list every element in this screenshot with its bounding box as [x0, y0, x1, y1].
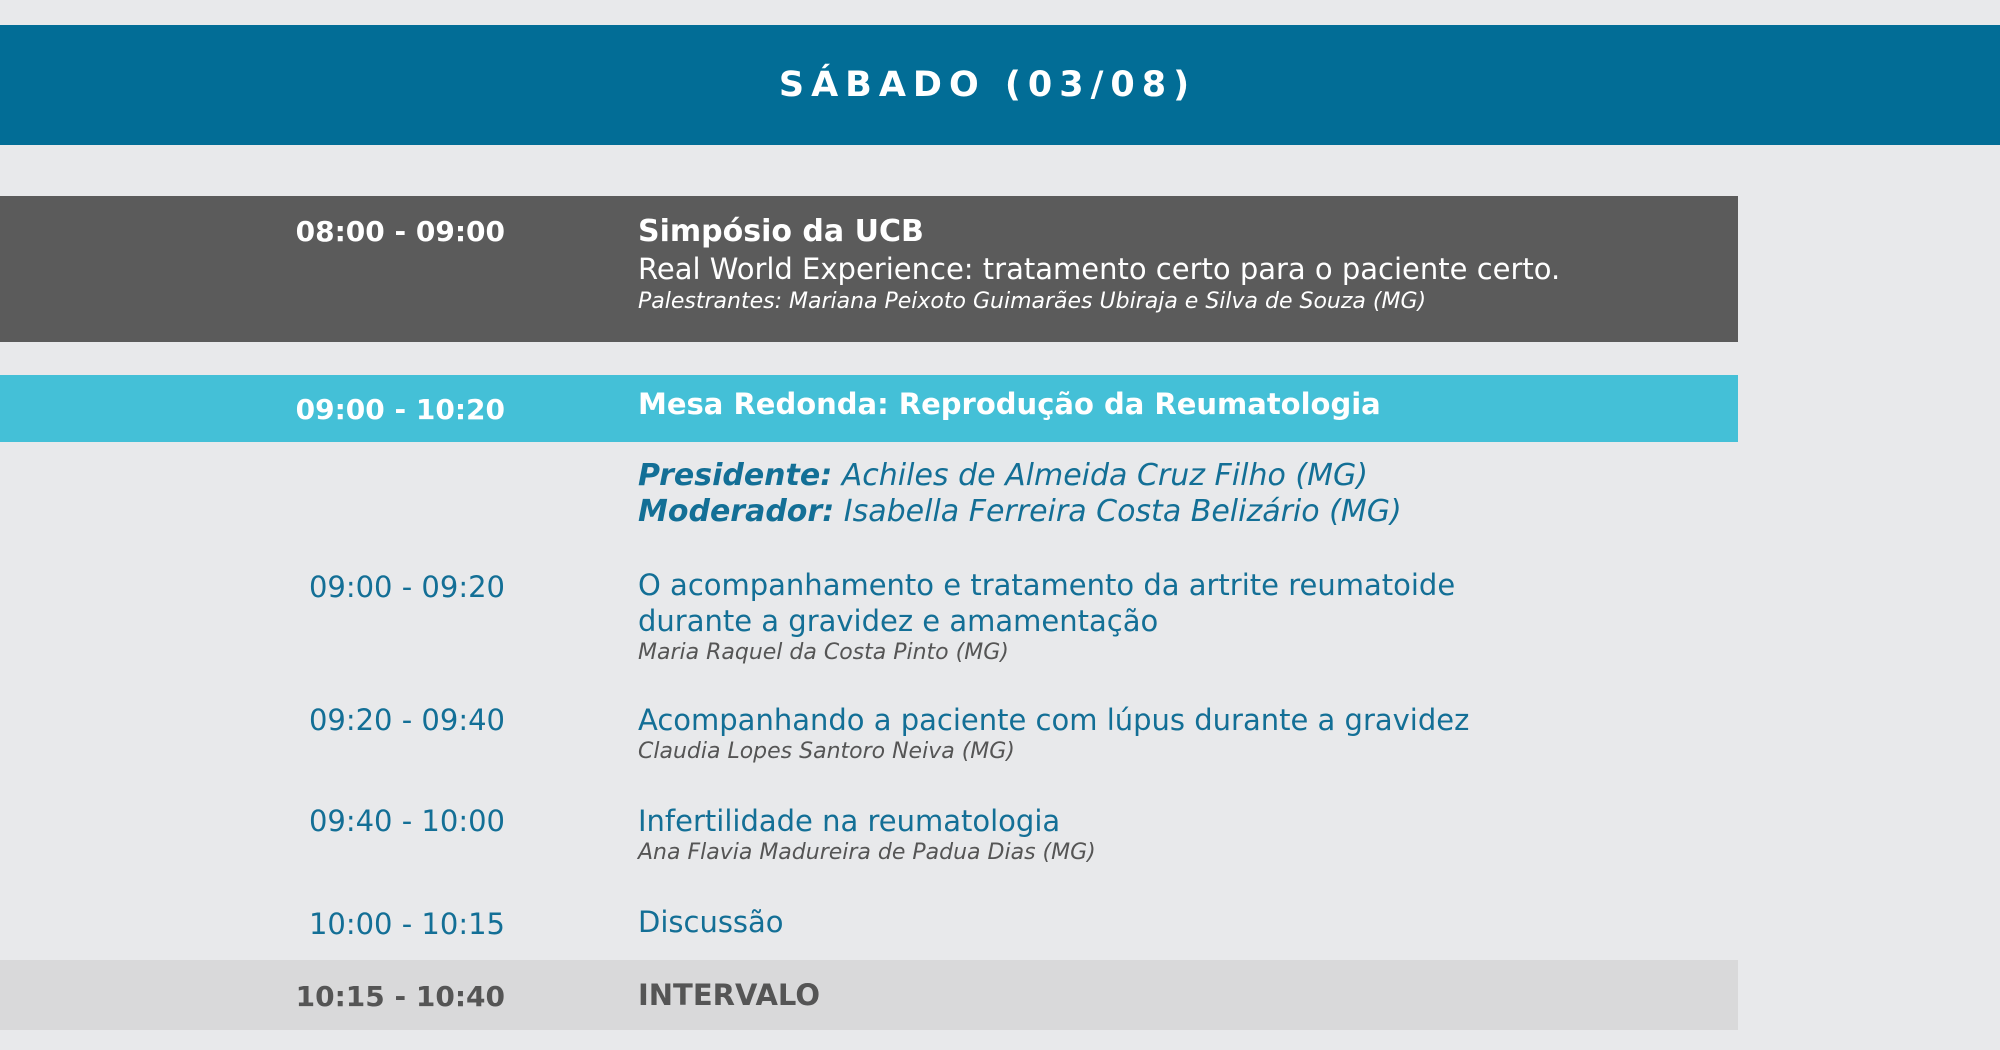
round-table-time: 09:00 - 10:20 [295, 393, 505, 426]
talk-2-time: 09:20 - 09:40 [308, 703, 505, 737]
moderator-label: Moderador: [638, 494, 835, 529]
symposium-speakers: Palestrantes: Mariana Peixoto Guimarães Ubiraja e Silva de Souza (MG) [638, 289, 1427, 314]
break-time: 10:15 - 10:40 [295, 980, 505, 1013]
talk-1 [638, 567, 1728, 667]
moderator-name: Isabella Ferreira Costa Belizário (MG) [843, 494, 1402, 529]
break-content [638, 975, 1728, 1015]
talk-1-time: 09:00 - 09:20 [308, 570, 505, 604]
symposium-content [638, 213, 1728, 317]
talk-3-title: Infertilidade na reumatologia [638, 804, 1061, 838]
round-table-title: Mesa Redonda: Reprodução da Reumatologia [638, 387, 1381, 421]
day-title: SÁBADO (03/08) [778, 65, 1197, 105]
talk-1-title-line1: O acompanhamento e tratamento da artrite reumatoide [638, 568, 1456, 602]
discussion-time: 10:00 - 10:15 [308, 907, 505, 941]
president-label: Presidente: [638, 458, 833, 493]
moderator-line [638, 494, 1728, 530]
discussion [638, 904, 1728, 940]
symposium-subtitle: Real World Experience: tratamento certo para o paciente certo. [638, 252, 1561, 286]
day-header [0, 25, 2000, 145]
talk-3-speaker: Ana Flavia Madureira de Padua Dias (MG) [638, 840, 1096, 865]
talk-2-speaker: Claudia Lopes Santoro Neiva (MG) [638, 739, 1015, 764]
talk-1-title-line2: durante a gravidez e amamentação [638, 604, 1159, 638]
talk-3 [638, 803, 1728, 867]
symposium-title: Simpósio da UCB [638, 214, 924, 249]
talk-3-time: 09:40 - 10:00 [308, 804, 505, 838]
discussion-title: Discussão [638, 905, 784, 939]
president-name: Achiles de Almeida Cruz Filho (MG) [841, 458, 1368, 493]
symposium-time: 08:00 - 09:00 [295, 215, 505, 248]
round-table-chairs [638, 458, 1728, 530]
talk-1-speaker: Maria Raquel da Costa Pinto (MG) [638, 640, 1009, 665]
round-table-content [638, 384, 1728, 424]
talk-2 [638, 702, 1728, 766]
break-title: INTERVALO [638, 978, 821, 1012]
talk-2-title: Acompanhando a paciente com lúpus durante a gravidez [638, 703, 1470, 737]
president-line [638, 458, 1728, 494]
